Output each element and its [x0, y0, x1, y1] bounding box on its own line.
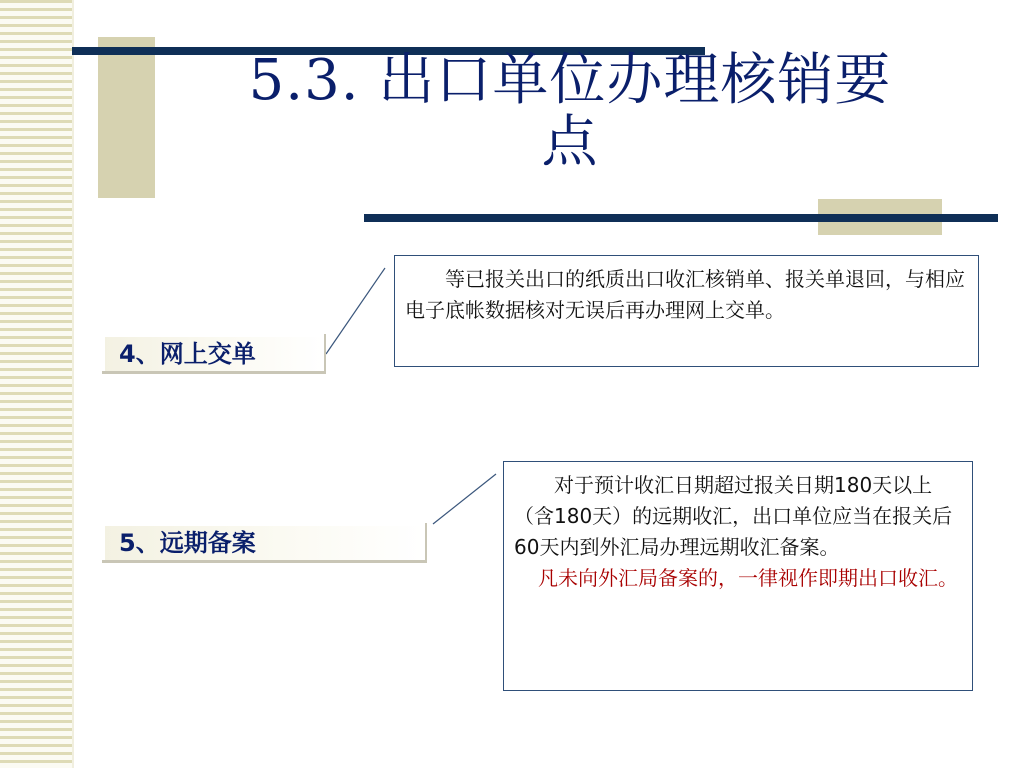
decorative-stripe-bar [0, 0, 74, 768]
note-box-online-submission [394, 255, 979, 367]
item-tag-forward-filing: 5、远期备案 [102, 523, 427, 563]
note-highlight: 凡未向外汇局备案的，一律视作即期出口收汇。 [538, 566, 958, 590]
decorative-block-top [98, 37, 155, 198]
title-rule-bottom [364, 214, 998, 222]
note-paragraph: 等已报关出口的纸质出口收汇核销单、报关单退回，与相应电子底帐数据核对无误后再办理网上交单。 [405, 267, 965, 322]
slide-title-line2: 点 [541, 110, 599, 175]
note-paragraph: 对于预计收汇日期超过报关日期180天以上（含180天）的远期收汇，出口单位应当在报关后60天内到外汇局办理远期收汇备案。 [514, 473, 953, 559]
slide-title [190, 50, 950, 174]
callout-line-2 [433, 474, 496, 524]
slide-title-line1: 5.3. 出口单位办理核销要 [248, 48, 892, 113]
item-tag-online-submission: 4、网上交单 [102, 334, 326, 374]
note-box-forward-filing [503, 461, 973, 691]
callout-line-1 [326, 268, 385, 354]
